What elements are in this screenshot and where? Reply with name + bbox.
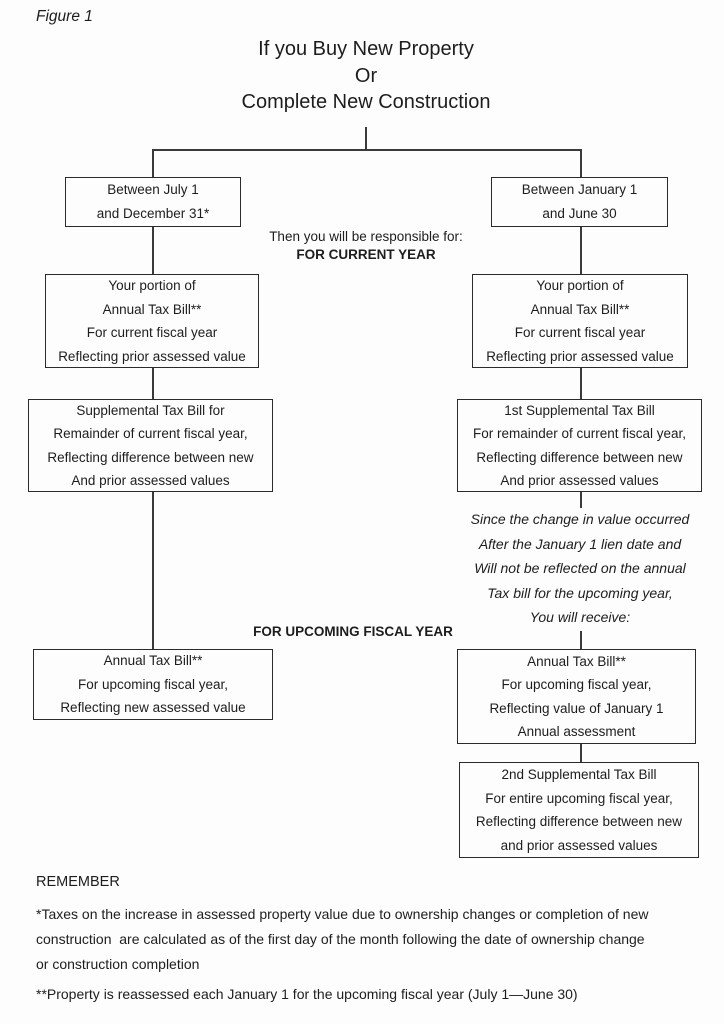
connector-left-2-3: [152, 367, 154, 399]
box-right-second-supplemental: [459, 762, 699, 858]
box-right-date-range: [491, 177, 668, 227]
current-year-label: FOR CURRENT YEAR: [296, 247, 436, 262]
box-line: and December 31*: [96, 206, 210, 221]
remember-heading: REMEMBER: [36, 874, 120, 890]
note-line: You will receive:: [529, 609, 631, 625]
footnote-ownership-change: [36, 902, 716, 977]
connector-right-branch-stub: [580, 149, 582, 178]
box-line: For current fiscal year: [86, 325, 218, 340]
connector-right-4-5: [580, 743, 582, 763]
box-left-annual-portion: [45, 274, 259, 368]
connector-left-3-4: [152, 491, 154, 649]
box-line: and prior assessed values: [500, 837, 658, 853]
box-line: For upcoming fiscal year,: [77, 676, 229, 692]
box-line: Supplemental Tax Bill for: [76, 402, 225, 418]
box-line: For entire upcoming fiscal year,: [485, 790, 673, 806]
box-line: 2nd Supplemental Tax Bill: [501, 767, 657, 782]
box-line: Reflecting prior assessed value: [486, 348, 674, 364]
page-title: [166, 36, 566, 116]
box-line: Annual Tax Bill**: [527, 653, 626, 669]
box-line: Annual Tax Bill**: [530, 301, 630, 317]
responsible-label-text: Then you will be responsible for:: [269, 229, 463, 244]
responsible-label: [250, 228, 482, 264]
box-line: 1st Supplemental Tax Bill: [504, 402, 655, 418]
box-right-annual-upcoming: [457, 649, 696, 744]
box-line: Annual assessment: [517, 724, 636, 739]
title-line-3: Complete New Construction: [241, 91, 491, 113]
box-line: Reflecting difference between new: [476, 449, 683, 465]
lien-date-note: [450, 507, 710, 630]
connector-left-branch-stub: [152, 149, 154, 178]
footnote-line: *Taxes on the increase in assessed property value due to ownership changes or completion of new: [36, 906, 649, 922]
box-line: For current fiscal year: [514, 325, 646, 340]
box-line: And prior assessed values: [71, 473, 230, 488]
box-left-date-range: [65, 177, 241, 227]
box-line: Your portion of: [108, 278, 196, 293]
connector-right-2-3: [580, 367, 582, 399]
box-line: Annual Tax Bill**: [102, 301, 202, 317]
connector-left-1-2: [152, 226, 154, 274]
box-line: Between January 1: [521, 182, 638, 197]
box-line: Your portion of: [536, 278, 624, 293]
box-line: and June 30: [542, 206, 617, 221]
footnote-line: construction are calculated as of the first day of the month following the date of ownership change: [36, 931, 645, 947]
box-right-annual-portion: [472, 274, 688, 368]
box-line: Reflecting difference between new: [47, 449, 254, 465]
box-line: Reflecting difference between new: [475, 814, 683, 829]
connector-right-3-note: [580, 491, 582, 508]
box-line: Annual Tax Bill**: [103, 653, 203, 669]
box-line: Remainder of current fiscal year,: [53, 426, 248, 441]
connector-note-4: [580, 631, 582, 649]
box-line: For remainder of current fiscal year,: [472, 426, 687, 441]
footnote-line: or construction completion: [36, 956, 200, 972]
footnote-reassessment: **Property is reassessed each January 1 for the upcoming fiscal year (July 1—June 30): [36, 986, 578, 1002]
figure-label: Figure 1: [36, 8, 93, 25]
connector-right-1-2: [580, 226, 582, 274]
title-line-1: If you Buy New Property: [258, 38, 474, 60]
upcoming-year-label: FOR UPCOMING FISCAL YEAR: [253, 624, 453, 639]
box-line: Reflecting value of January 1: [489, 700, 664, 716]
connector-title-stub: [365, 127, 367, 149]
note-line: Tax bill for the upcoming year,: [487, 584, 673, 601]
box-left-supplemental: [28, 399, 273, 492]
box-right-first-supplemental: [457, 399, 702, 492]
title-line-2: Or: [354, 64, 378, 87]
note-line: Since the change in value occurred: [470, 511, 690, 527]
connector-branch-horizontal: [152, 149, 581, 151]
note-line: Will not be reflected on the annual: [474, 560, 686, 576]
box-line: Reflecting new assessed value: [60, 700, 246, 716]
box-line: Reflecting prior assessed value: [58, 348, 246, 364]
box-line: For upcoming fiscal year,: [501, 677, 652, 692]
note-line: After the January 1 lien date and: [478, 535, 682, 552]
box-line: And prior assessed values: [500, 473, 659, 488]
box-left-annual-upcoming: [33, 649, 273, 720]
box-line: Between July 1: [107, 182, 199, 197]
